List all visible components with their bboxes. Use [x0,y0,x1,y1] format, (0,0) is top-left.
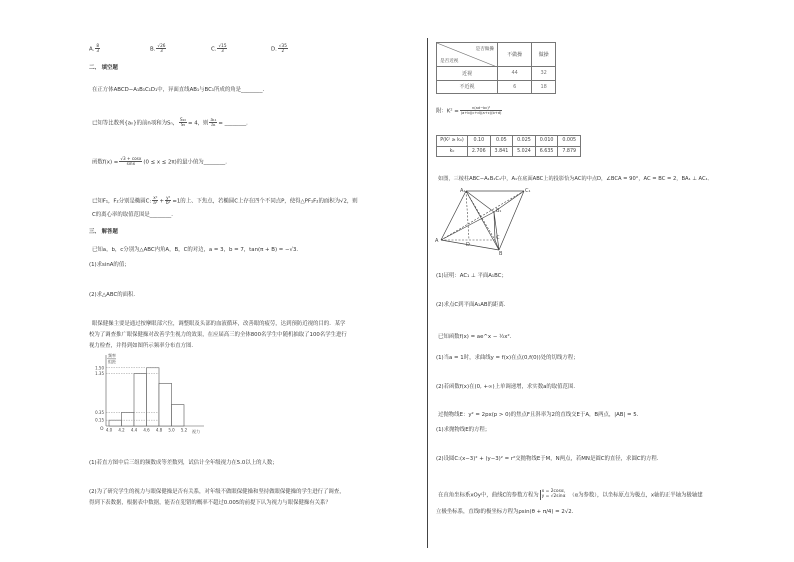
x-tick-label: 4.8 [155,427,163,433]
k-squared-formula: 附：K² = $\frac{\text{n(ad−bc)²}}{(a+b)(c+d)(a+c)(b+d)}$ [436,106,502,116]
ktable-k: 2.706 [468,146,491,157]
ktable-row2: k₀ [437,146,468,157]
fill-question-4: 已知F₁，F₂分别是椭圆C: $\frac{\text{x²}}{\text{a²}}$ + $\frac{\text{y²}}{\text{b²}}$ =1的上、下焦点，若椭圆C上存在四个不同点P，使得△PF₁F₂的面积为√2，则 [92,195,358,206]
answer-question-2-part1: (1)若直方图中后三组的频数成等差数列，试估计全年级视力在5.0以上的人数； [89,460,278,466]
section-fill-title: 二、 填空题 [89,65,118,71]
table-col-no-exercise: 不做操 [498,43,532,67]
histogram-bar [122,412,135,426]
histogram-bar [109,420,122,426]
label-b: B [499,251,503,257]
prism-part1: (1)证明：AC₁ ⊥ 平面A₁BC； [436,273,507,279]
label-c1: C₁ [525,188,531,194]
table-cell: 6 [498,80,532,94]
answer-question-2-line1: 眼保健操主要是通过按摩眼部穴位，调整眼及头部的血液循环，改善眼的疲劳，达到预防近视的目的．某学 [92,321,346,327]
table-cell: 44 [498,67,532,81]
x-tick-label: 4.2 [118,427,125,433]
table-cell: 32 [532,67,556,81]
parabola-part2: (2)设圆C:(x−3)² + (y−3)² = r²交抛物线E于M，N两点，若MN是圆C的直径，求圆C的方程． [436,456,663,462]
ktable-k: 7.879 [558,146,581,157]
frequency-histogram [86,352,206,434]
y-tick-label: 1.35 [95,371,104,377]
label-a: A [435,238,439,244]
table-row-label: 不近视 [437,80,498,94]
histogram-bar [147,368,160,426]
ktable-p: 0.010 [535,136,558,147]
histogram-bar [159,383,172,426]
function-part1: (1)当a = 1时，求曲线y = f(x)在点(0,f(0))处的切线方程； [436,355,579,361]
y-tick-label: 1.50 [95,365,104,371]
ktable-p: 0.005 [558,136,581,147]
fill-question-2: 已知等比数列{aₙ}的前n项和为Sₙ， $\frac{\text{S₁₀}}{\text{S₅}}$ = 4，则 $\frac{\text{a₁₁}}{\text{a₁}}$ = ________． [92,117,252,128]
label-a1: A₁ [460,188,466,194]
critical-value-table [436,135,581,157]
label-c: C [496,235,500,241]
option-d: D. $\frac{√35}{2}$ [271,43,287,54]
contingency-table [436,42,556,94]
function-part2: (2)若函数f(x)在(0, +∞)上单调递增，求实数a的取值范围． [436,384,579,390]
y-axis-label-top: 频率 [108,353,116,358]
ktable-head: P(K² ≥ k₀) [437,136,468,147]
x-tick-label: 4.4 [130,427,138,433]
prism-question: 如图，三棱柱ABC−A₁B₁C₁中，A₁在底面ABC上的投影恰为AC的中点D，∠BCA = 90°，AC = BC = 2，BA₁ ⊥ AC₁． [438,176,713,182]
polar-question-line1: 在直角坐标系xOy中，曲线C的参数方程为 x = 2cosα， y = √2sinα （α为参数），以坐标原点为极点，x轴的正半轴为极轴建 [438,489,703,499]
answer-question-1-part2: (2)求△ABC的面积． [89,292,139,298]
histogram-bar [134,374,147,426]
answer-question-2-part2-line1: (2)为了研究学生的视力与眼保健操是否有关系，对年级不做眼保健操和坚持做眼保健操的学生进行了调查， [89,489,345,495]
y-tick-label: 0.15 [95,417,104,423]
answer-question-2-part2-line2: 得到下表数据，根据表中数据，能否在犯错的概率不超过0.005的前提下认为视力与眼保健操有关系？ [89,500,331,506]
x-tick-label: 5.0 [168,427,175,433]
table-row-label: 近视 [437,67,498,81]
option-b: B. $\frac{√26}{3}$ [150,43,166,54]
fill-question-4-line2: C的离心率的取值范围是________． [92,212,177,218]
x-axis-label: 视力 [192,429,200,434]
answer-question-1-part1: (1)求sinA的值； [89,262,130,268]
origin-label: O [100,427,104,432]
column-divider [427,38,428,548]
prism-part2: (2)求点C到平面A₁AB的距离． [436,302,510,308]
table-col-exercise: 做操 [532,43,556,67]
ktable-p: 0.05 [490,136,513,147]
y-tick-label: 0.35 [95,409,104,415]
parabola-part1: (1)求抛物线E的方程； [436,427,491,433]
ktable-k: 3.841 [490,146,513,157]
x-tick-label: 4.0 [105,427,113,433]
histogram-bar [172,405,185,426]
label-b1: B₁ [496,208,502,214]
y-axis-label-bottom: 组距 [108,359,116,364]
ktable-p: 0.025 [513,136,536,147]
answer-question-2-line3: 视力检查，并得到如图所示频率分布直方图． [89,343,197,349]
answer-question-1: 已知a，b，c分别为△ABC内角A，B，C的对边，a = 3，b = 7，tan(π + B) = −√3． [92,247,302,253]
ktable-p: 0.10 [468,136,491,147]
ktable-k: 6.635 [535,146,558,157]
x-tick-label: 5.2 [180,427,188,433]
answer-question-2-line2: 校为了调查推广眼保健操对改善学生视力的效果，在应届高三的全体800名学生中随机抽取了100名学生进行 [89,332,347,338]
table-diagonal-header: 是否做操 是否近视 [437,43,498,67]
label-d: D [466,242,470,248]
option-a: A. $\frac{8}{3}$ [89,43,99,54]
ktable-k: 5.024 [513,146,536,157]
fill-question-3: 函数f(x) = $\frac{√3 + \cos x}{\sin x}$ (0 ≤ x ≤ 2π)的最小值为________． [92,156,231,167]
table-cell: 18 [532,80,556,94]
function-question: 已知函数f(x) = ae^x − ½x²． [438,334,516,340]
parabola-question: 过抛物线E：y² = 2px(p > 0)的焦点F且斜率为2的直线交E于A，B两点，|AB| = 5． [438,412,643,418]
section-answer-title: 三、 解答题 [89,229,118,235]
prism-figure [435,185,531,257]
polar-question-line2: 立极坐标系，直线l的极坐标方程为ρsin(θ + π/4) = 2√2． [436,509,578,515]
option-c: C. $\frac{√15}{3}$ [211,43,227,54]
x-tick-label: 4.6 [143,427,150,433]
fill-question-1: 在正方体ABCD−A₁B₁C₁D₁中，异面直线AB₁与BC₁所成的角是________． [92,87,268,93]
